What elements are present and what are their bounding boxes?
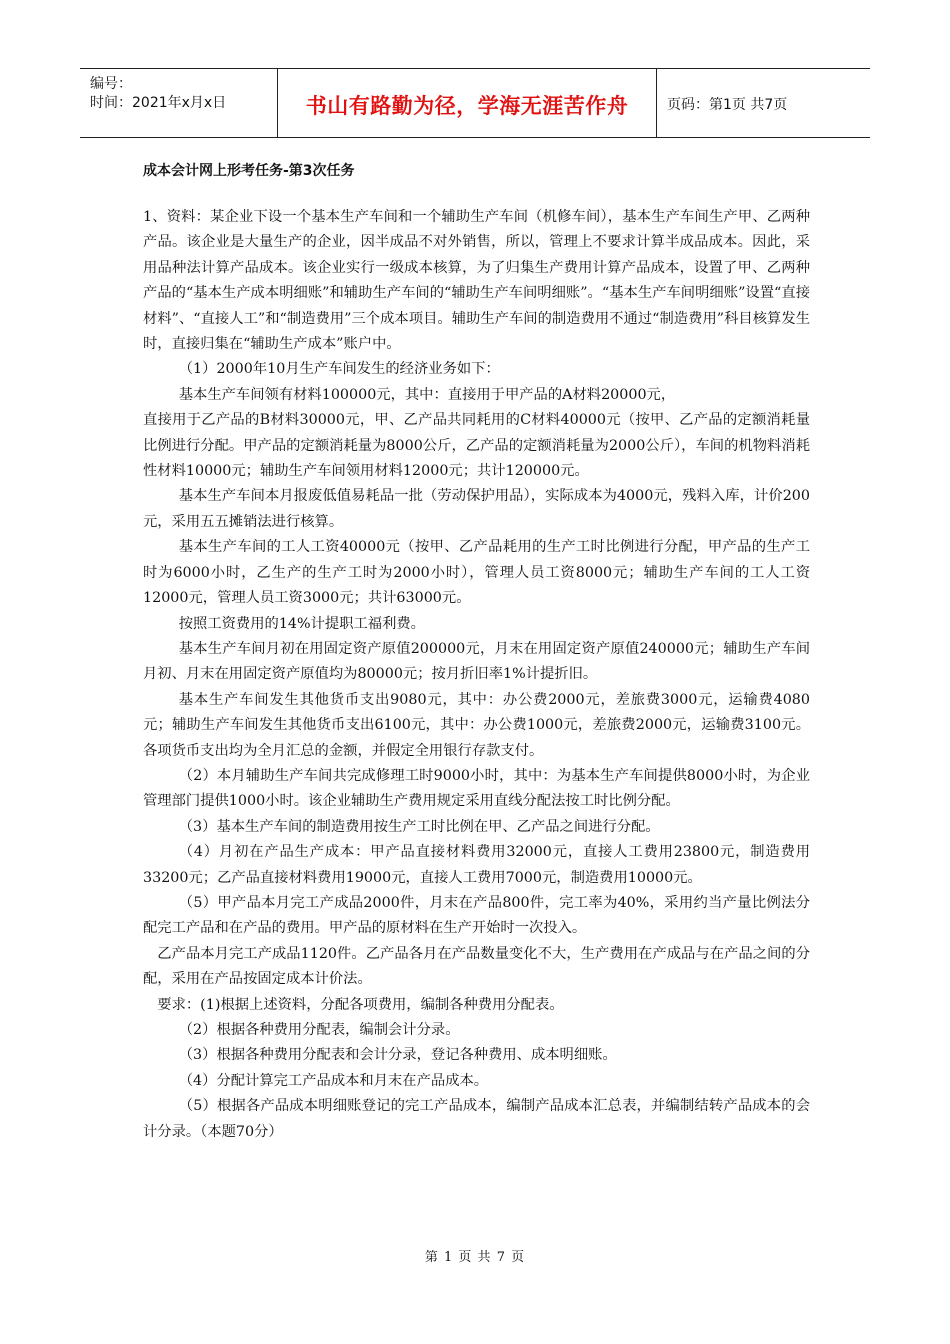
paragraph: 按照工资费用的14%计提职工福利费。 <box>178 615 425 632</box>
paragraph: 1、资料：某企业下设一个基本生产车间和一个辅助生产车间（机修车间），基本生产车间生产甲、乙两种产品。该企业是大量生产的企业，因半成品不对外销售，所以，管理上不要求计算半成品成本。因此，采用品种法计算产品成本。该企业实行一级成本核算，为了归集生产费用计算产品成本，设置了甲、乙两种产品的“基本生产成本明细账”和辅助生产车间的“辅助生产车间明细账”。“基本生产车间明细账”设置“直接材料”、“直接人工”和“制造费用”三个成本项目。辅助生产车间的制造费用不通过“制造费用”科目核算发生时，直接归集在“辅助生产成本”账户中。 <box>143 209 810 353</box>
paragraph: 要求：(1)根据上述资料，分配各项费用，编制各种费用分配表。 <box>157 996 564 1013</box>
paragraph: （3）根据各种费用分配表和会计分录，登记各种费用、成本明细账。 <box>178 1047 617 1064</box>
paragraph: （4）分配计算完工产品成本和月末在产品成本。 <box>178 1072 489 1089</box>
paragraph: （4）月初在产品生产成本：甲产品直接材料费用32000元，直接人工费用23800元，制造费用33200元；乙产品直接材料费用19000元，直接人工费用7000元，制造费用10000元。 <box>143 844 810 886</box>
paragraph: （3）基本生产车间的制造费用按生产工时比例在甲、乙产品之间进行分配。 <box>178 818 660 835</box>
header-right-cell <box>657 69 870 137</box>
page-info: 页码：第1页 共7页 <box>667 97 788 113</box>
document-body <box>143 205 810 1145</box>
paragraph: 基本生产车间月初在用固定资产原值200000元，月末在用固定资产原值240000元；辅助生产车间月初、月末在用固定资产原值均为80000元；按月折旧率1%计提折旧。 <box>143 640 810 683</box>
paragraph: 直接用于乙产品的B材料30000元，甲、乙产品共同耗用的C材料40000元（按甲、乙产品的定额消耗量比例进行分配。甲产品的定额消耗量为8000公斤，乙产品的定额消耗量为2000公斤），车间的机物料消耗性材料10000元；辅助生产车间领用材料12000元；共计120000元。 <box>143 412 810 480</box>
paragraph: 基本生产车间的工人工资40000元（按甲、乙产品耗用的生产工时比例进行分配，甲产品的生产工时为6000小时，乙生产的生产工时为2000小时），管理人员工资8000元；辅助生产车间的工人工资12000元，管理人员工资3000元；共计63000元。 <box>143 539 810 607</box>
page-footer: 第 1 页 共 7 页 <box>424 1250 526 1265</box>
paragraph: （5）甲产品本月完工产成品2000件，月末在产品800件，完工率为40%，采用约当产量比例法分配完工产品和在产品的费用。甲产品的原材料在生产开始时一次投入。 <box>143 894 810 937</box>
header-left-cell <box>80 69 277 137</box>
header-middle-cell <box>277 69 657 137</box>
paragraph: （2）根据各种费用分配表，编制会计分录。 <box>178 1022 460 1038</box>
document-time-label: 时间：2021年x月x日 <box>90 95 227 111</box>
document-title: 成本会计网上形考任务-第3次任务 <box>143 163 355 179</box>
paragraph: （2）本月辅助生产车间共完成修理工时9000小时，其中：为基本生产车间提供8000小时，为企业管理部门提供1000小时。该企业辅助生产费用规定采用直线分配法按工时比例分配。 <box>143 767 810 810</box>
paragraph: （5）根据各产品成本明细账登记的完工产品成本，编制产品成本汇总表，并编制结转产品成本的会计分录。（本题70分） <box>143 1098 810 1140</box>
paragraph: 乙产品本月完工产成品1120件。乙产品各月在产品数量变化不大，生产费用在产成品与在产品之间的分配，采用在产品按固定成本计价法。 <box>143 945 810 988</box>
paragraph: （1）2000年10月生产车间发生的经济业务如下： <box>178 361 500 378</box>
document-number-label: 编号： <box>90 76 132 92</box>
header-motto: 书山有路勤为径，学海无涯苦作舟 <box>305 94 629 118</box>
paragraph: 基本生产车间领有材料100000元，其中：直接用于甲产品的A材料20000元， <box>178 386 676 403</box>
paragraph: 基本生产车间本月报废低值易耗品一批（劳动保护用品），实际成本为4000元，残料入库，计价200元，采用五五摊销法进行核算。 <box>143 488 810 530</box>
page-header <box>80 68 870 138</box>
paragraph: 基本生产车间发生其他货币支出9080元，其中：办公费2000元，差旅费3000元，运输费4080元；辅助生产车间发生其他货币支出6100元，其中：办公费1000元，差旅费2000元，运输费3100元。各项货币支出均为全月汇总的金额，并假定全用银行存款支付。 <box>143 691 810 759</box>
